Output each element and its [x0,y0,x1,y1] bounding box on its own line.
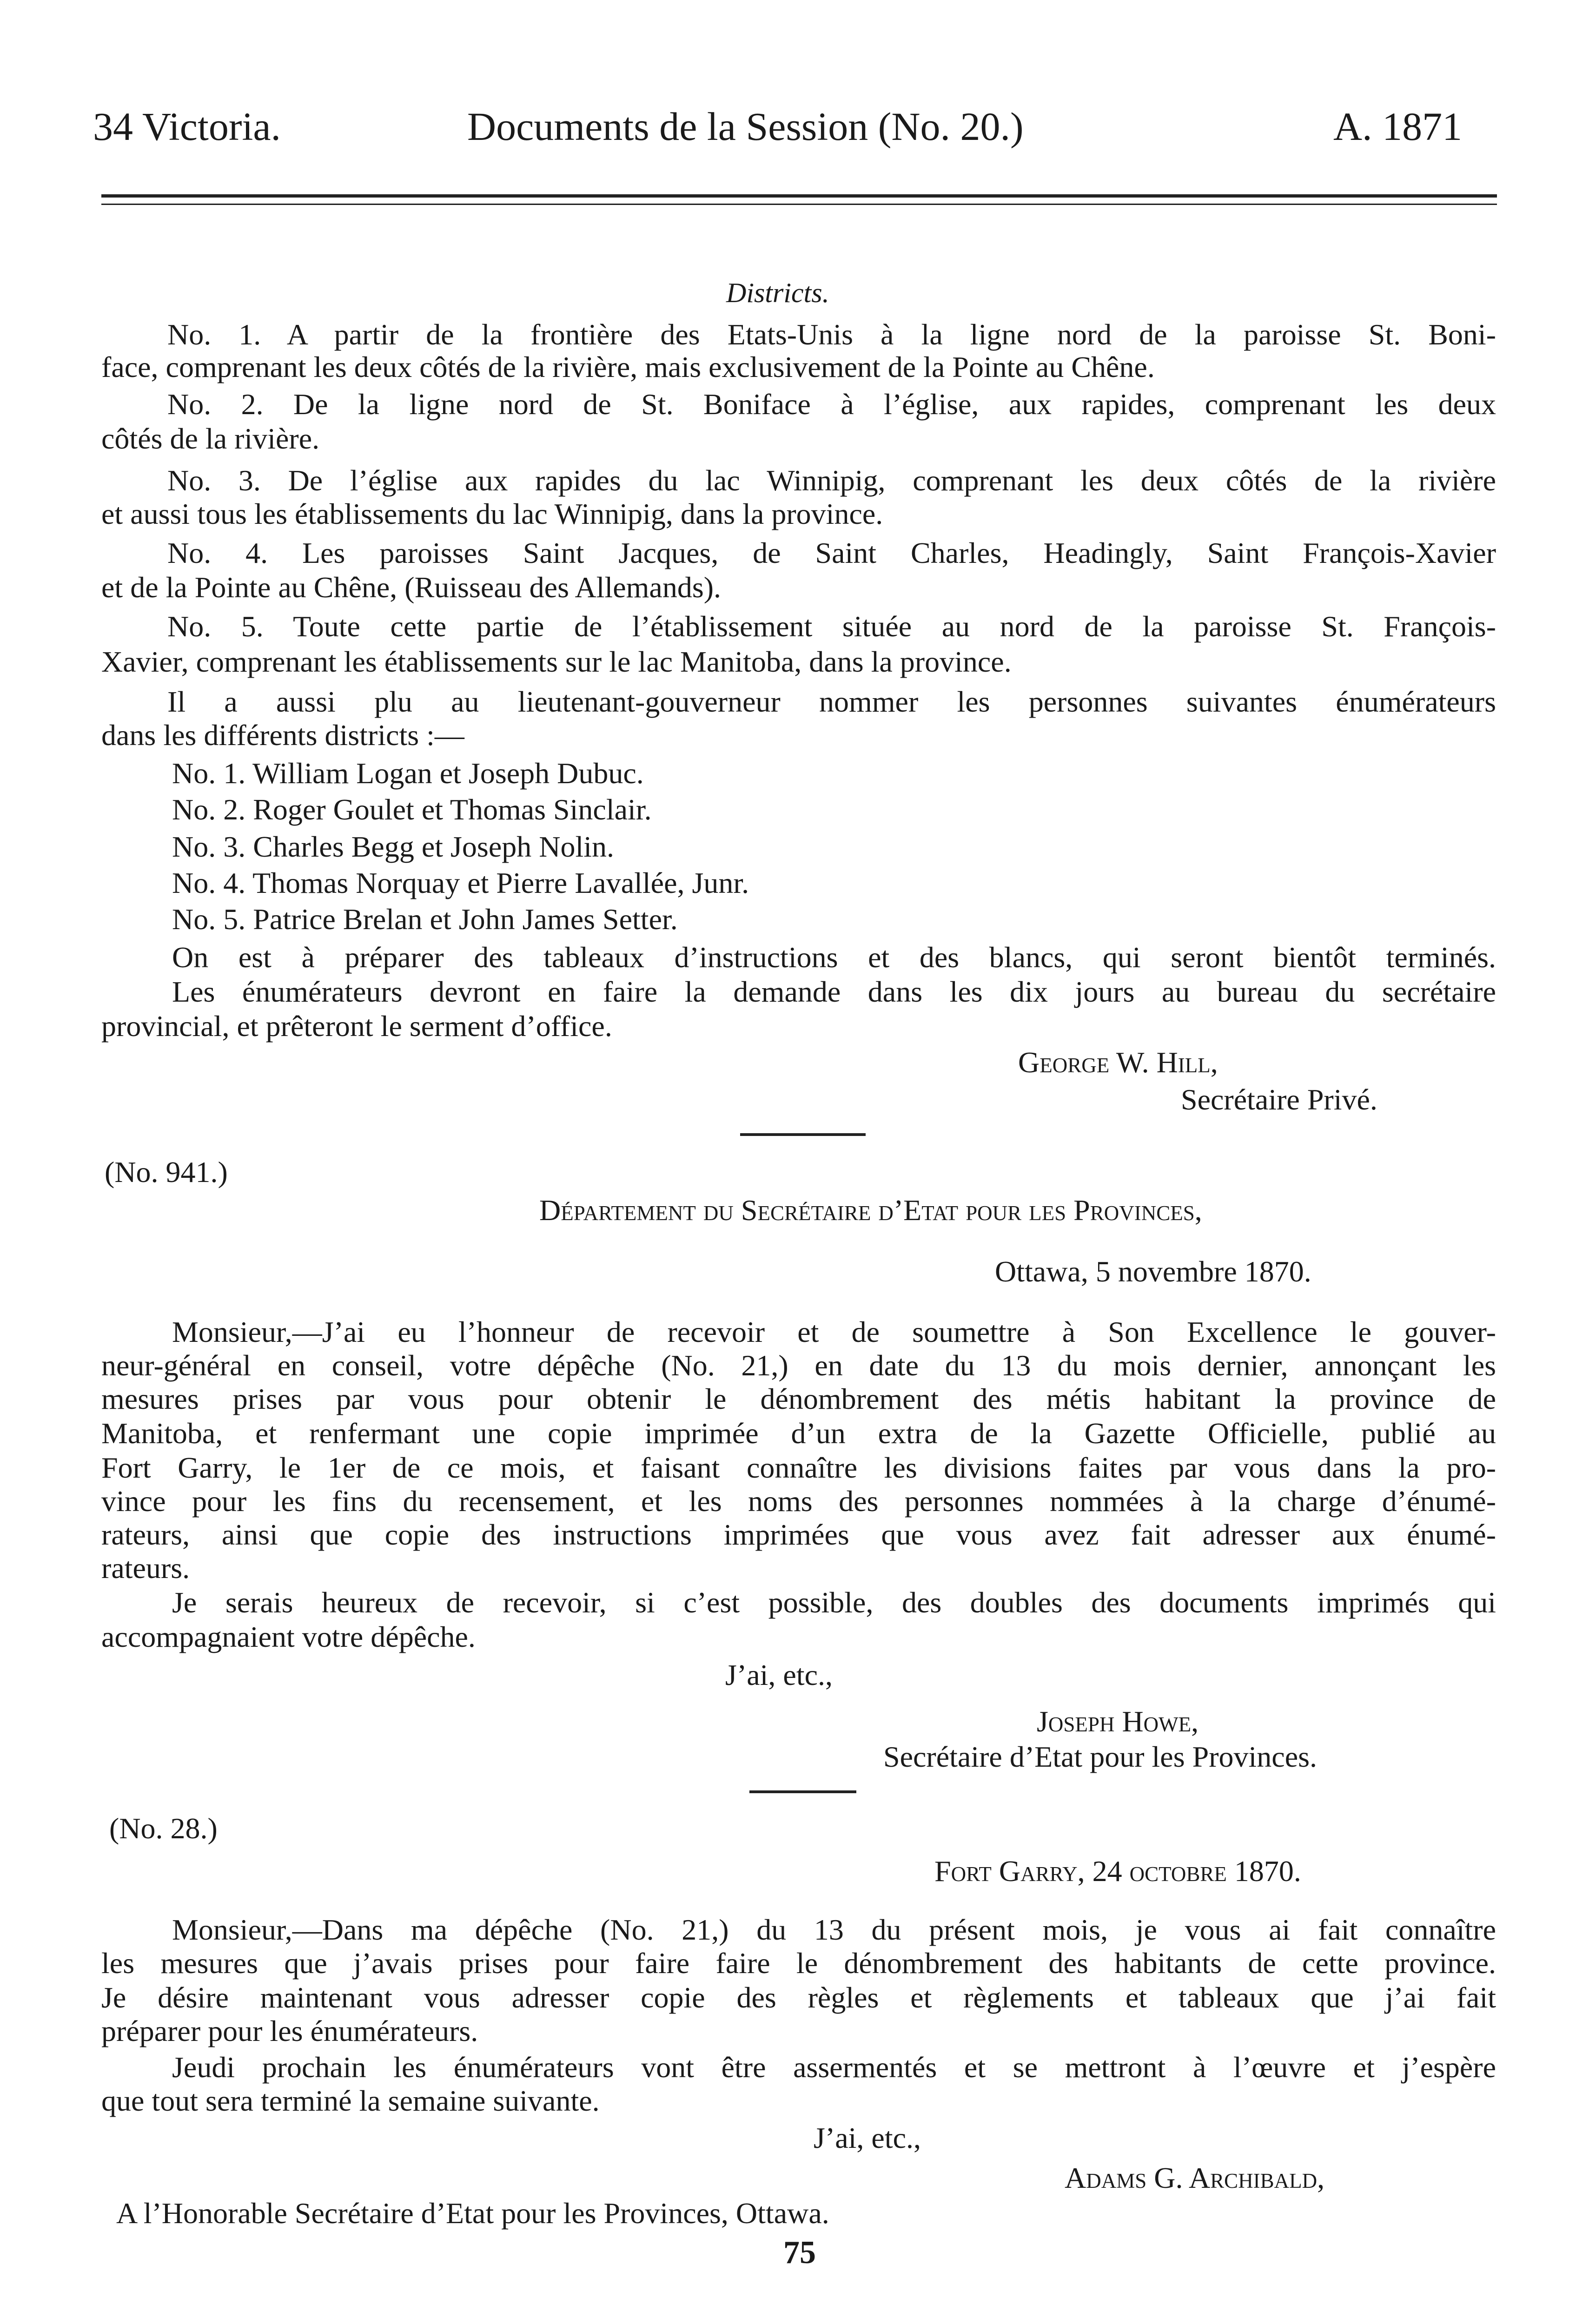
header-center: Documents de la Session (No. 20.) [467,104,1024,149]
separator-rule [740,1133,866,1136]
header-right: A. 1871 [1333,104,1463,149]
document-page: 34 Victoria. Documents de la Session (No. 20.) A. 1871 Districts. No. 1. A partir de la frontière des Etats-Unis à la ligne nord de la paroisse St. Boni- face, comprenant les deux côtés de la rivière, mais exclusivement de la Pointe au Chêne. No. 2. De la ligne nord de St. Boniface à l’église, aux rapides, comprenant les deux côtés de la rivière. No. 3. De l’église aux rapides du lac Winnipig, comprenant les deux côtés de la rivière et aussi tous les établissements du lac Winnipig, dans la province. No. 4. Les paroisses Saint Jacques, de Saint Charles, Headingly, Saint François-Xavier et de la Pointe au Chêne, (Ruisseau des Allemands). No. 5. Toute cette partie de l’établissement située au nord de la paroisse St. François- Xavier, comprenant les établissements sur le lac Manitoba, dans la province. Il a aussi plu au lieutenant-gouverneur nommer les personnes suivantes énumérateurs dans les différents districts :— No. 1. William Logan et Joseph Dubuc. No. 2. Roger Goulet et Thomas Sinclair. No. 3. Charles Begg et Joseph Nolin. No. 4. Thomas Norquay et Pierre Lavallée, Junr. No. 5. Patrice Brelan et John James Setter. On est à préparer des tableaux d’instructions et des blancs, qui seront bientôt terminés. Les énumérateurs devront en faire la demande dans les dix jours au bureau du secrétaire provincial, et prêteront le serment d’office. George W. Hill, Secrétaire Privé. (No. 941.) Département du Secrétaire d’Etat pour les Provinces, Ottawa, 5 novembre 1870. Monsieur,—J’ai eu l’honneur de recevoir et de soumettre à Son Excellence le gouver- neur-général en conseil, votre dépêche (No. 21,) en date du 13 du mois dernier, annonçant les mesures prises par vous pour obtenir le dénombrement des métis habitant la province de Manitoba, et renfermant une copie imprimée d’un extra de la Gazette Officielle, publié au Fort Garry, le 1er de ce mois, et faisant connaître les divisions faites par vous dans la pro- vince pour les fins du recensement, et les noms des personnes nommées à la charge d’énumé- rateurs, ainsi que copie des instructions imprimées que vous avez fait adresser aux énumé- rateurs. Je serais heureux de recevoir, si c’est possible, des doubles des documents imprimés qui accompagnaient votre dépêche. J’ai, etc., Joseph Howe, Secrétaire d’Etat pour les Provinces. (No. 28.) Fort Garry, 24 octobre 1870. Monsieur,—Dans ma dépêche (No. 21,) du 13 du présent mois, je vous ai fait connaître les mesures que j’avais prises pour faire faire le dénombrement des habitants de cette province. Je désire maintenant vous adresser copie des règles et règlements et tableaux que j’ai fait préparer pour les énumérateurs. Jeudi prochain les énumérateurs vont être assermentés et se mettront à l’œuvre et j’espère que tout sera terminé la semaine suivante. J’ai, etc., Adams G. Archibald, A l’Honorable Secrétaire d’Etat pour les Provinces, Ottawa. 75 [0,0,1589,2324]
header-rule-thin [101,204,1497,205]
section-heading: Districts. [726,277,829,308]
separator-rule [749,1790,856,1793]
header-rule-thick [101,194,1497,198]
header-left: 34 Victoria. [93,104,281,149]
